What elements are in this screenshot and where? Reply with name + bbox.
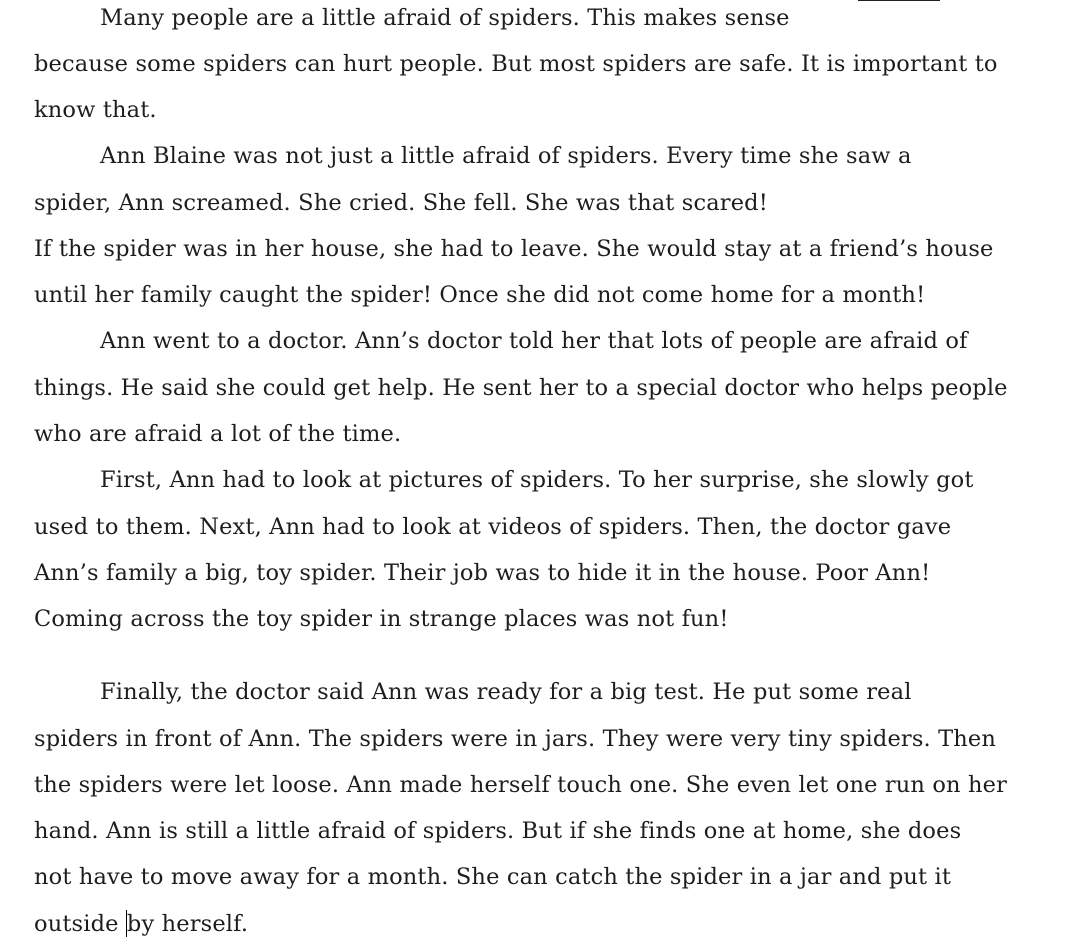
text-line: Coming across the toy spider in strange places was not fun! bbox=[34, 606, 729, 632]
text-line: Ann went to a doctor. Ann’s doctor told her that lots of people are afraid of bbox=[100, 328, 968, 354]
text-line: Ann Blaine was not just a little afraid of spiders. Every time she saw a bbox=[100, 143, 912, 169]
text-after-caret: by herself. bbox=[126, 911, 249, 937]
text-line: until her family caught the spider! Once she did not come home for a month! bbox=[34, 282, 926, 308]
text-line: who are afraid a lot of the time. bbox=[34, 421, 402, 447]
text-before-caret: outside bbox=[34, 911, 126, 937]
text-line: spiders in front of Ann. The spiders were in jars. They were very tiny spiders. Then bbox=[34, 726, 997, 752]
text-line: Many people are a little afraid of spiders. This makes sense bbox=[100, 5, 790, 31]
text-line: If the spider was in her house, she had to leave. She would stay at a friend’s house bbox=[34, 236, 994, 262]
text-line: because some spiders can hurt people. But most spiders are safe. It is important to bbox=[34, 51, 998, 77]
text-line: hand. Ann is still a little afraid of spiders. But if she finds one at home, she does bbox=[34, 818, 962, 844]
text-line: used to them. Next, Ann had to look at videos of spiders. Then, the doctor gave bbox=[34, 514, 952, 540]
text-line: know that. bbox=[34, 97, 157, 123]
text-line: things. He said she could get help. He sent her to a special doctor who helps people bbox=[34, 375, 1008, 401]
text-line-last[interactable] bbox=[34, 909, 248, 939]
text-line: Ann’s family a big, toy spider. Their job was to hide it in the house. Poor Ann! bbox=[34, 560, 931, 586]
header-rule bbox=[858, 0, 940, 1]
text-line: not have to move away for a month. She can catch the spider in a jar and put it bbox=[34, 864, 952, 890]
text-line: Finally, the doctor said Ann was ready for a big test. He put some real bbox=[100, 679, 912, 705]
text-line: spider, Ann screamed. She cried. She fell. She was that scared! bbox=[34, 190, 768, 216]
text-line: First, Ann had to look at pictures of spiders. To her surprise, she slowly got bbox=[100, 467, 974, 493]
text-line: the spiders were let loose. Ann made herself touch one. She even let one run on her bbox=[34, 772, 1008, 798]
